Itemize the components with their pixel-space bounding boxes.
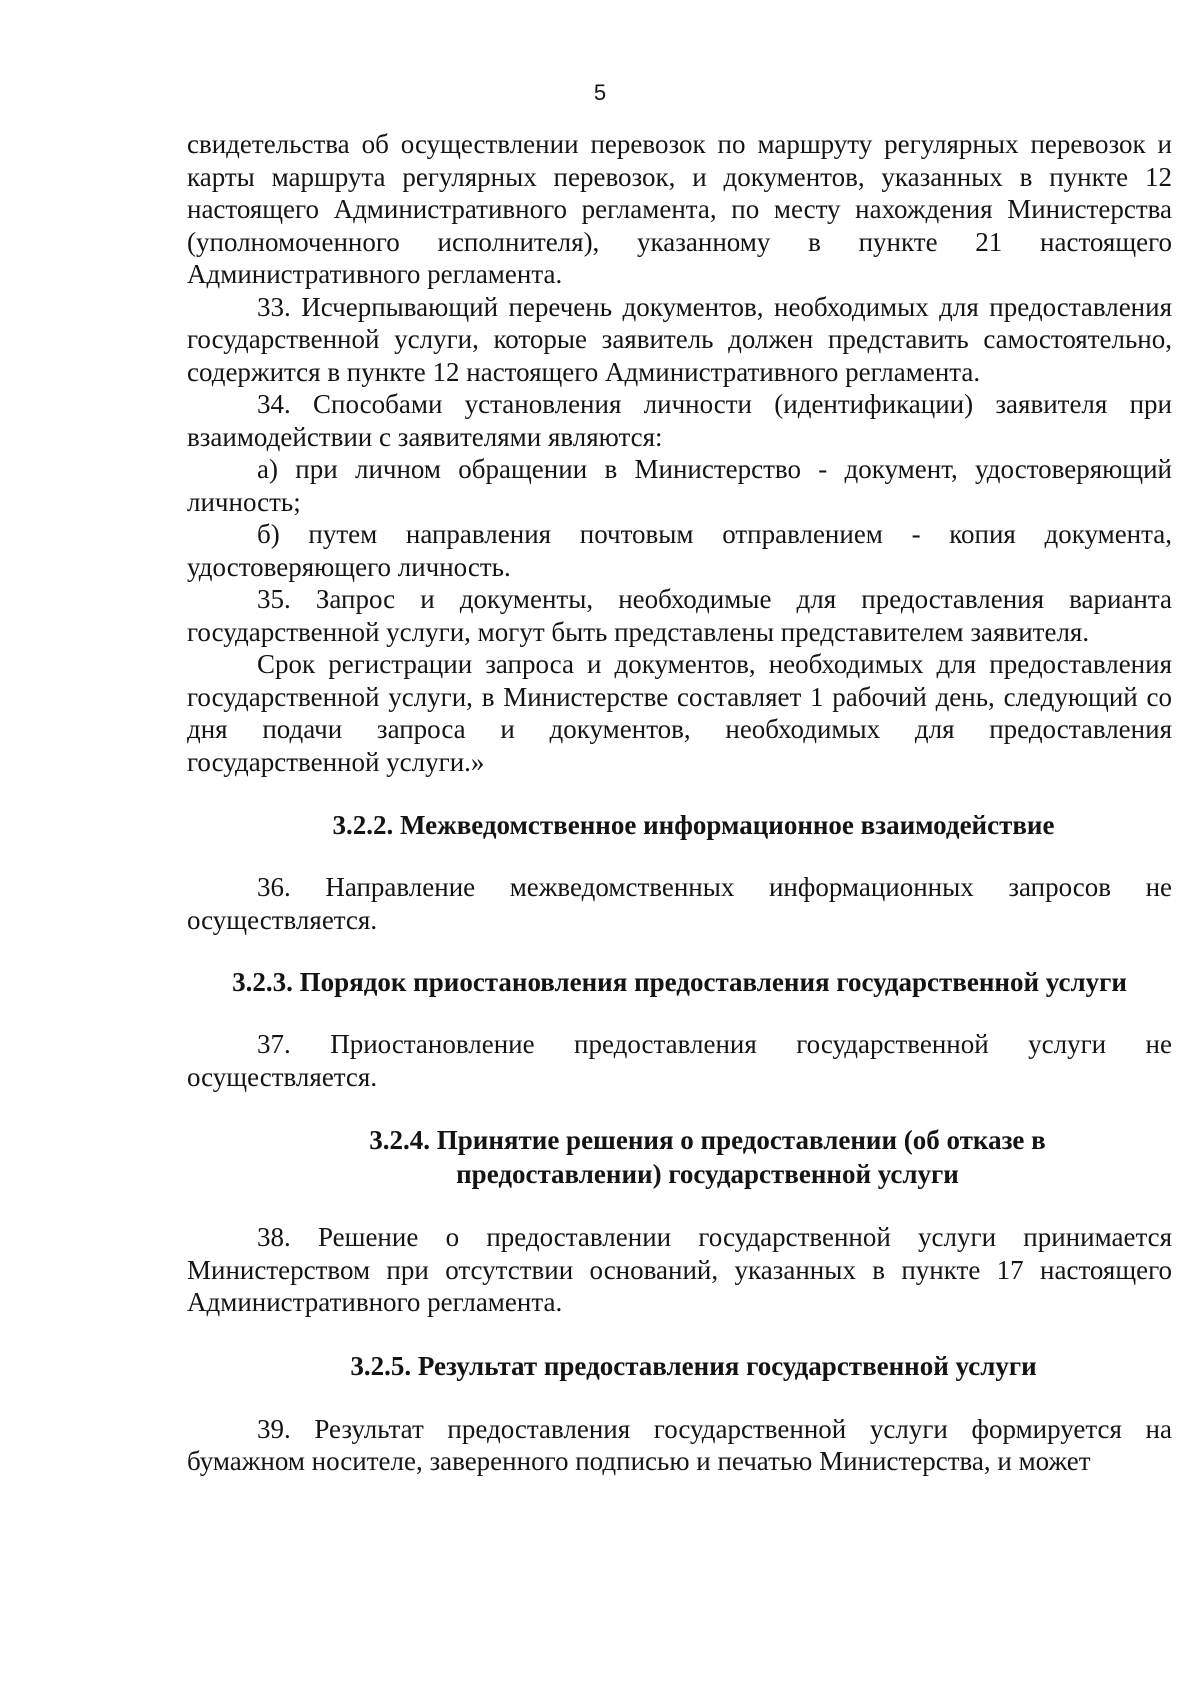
- heading-3-2-4: [187, 1123, 1172, 1191]
- paragraph-37: 37. Приостановление предоставления государственной услуги не осуществляется.: [187, 1029, 1172, 1092]
- paragraph-35-term: Срок регистрации запроса и документов, необходимых для предоставления государственной услуги, в Министерстве составляет 1 рабочий день, следующий со дня подачи запроса и документов, необходимых для предоставления государственной услуги.»: [187, 649, 1172, 777]
- heading-3-2-5: 3.2.5. Результат предоставления государственной услуги: [350, 1350, 1037, 1381]
- page-number: 5: [593, 80, 607, 105]
- paragraph-38: 38. Решение о предоставлении государственной услуги принимается Министерством при отсутствии оснований, указанных в пункте 17 настоящего Административного регламента.: [187, 1222, 1172, 1317]
- heading-3-2-4-line-2: предоставлении) государственной услуги: [456, 1159, 959, 1189]
- paragraph-36: 36. Направление межведомственных информационных запросов не осуществляется.: [187, 872, 1172, 935]
- document-body: [187, 128, 1172, 1478]
- paragraph-35: 35. Запрос и документы, необходимые для предоставления варианта государственной услуги, могут быть представлены представителем заявителя.: [187, 584, 1172, 647]
- heading-3-2-4-line-1: 3.2.4. Принятие решения о предоставлении (об отказе в: [369, 1125, 1046, 1155]
- paragraph-33: 33. Исчерпывающий перечень документов, необходимых для предоставления государственной услуги, которые заявитель должен представить самостоятельно, содержится в пункте 12 настоящего Административного регламента.: [187, 291, 1172, 387]
- paragraph-continuation: свидетельства об осуществлении перевозок по маршруту регулярных перевозок и карты маршрута регулярных перевозок, и документов, указанных в пункте 12 настоящего Административного регламента, по месту нахождения Министерства (уполномоченного исполнителя), указанному в пункте 21 настоящего Административного регламента.: [187, 129, 1172, 289]
- paragraph-34: 34. Способами установления личности (идентификации) заявителя при взаимодействии с заявителями являются:: [187, 389, 1172, 452]
- heading-3-2-3: 3.2.3. Порядок приостановления предоставления государственной услуги: [232, 967, 1127, 997]
- heading-3-2-2: 3.2.2. Межведомственное информационное взаимодействие: [332, 810, 1055, 840]
- paragraph-39: 39. Результат предоставления государственной услуги формируется на бумажном носителе, заверенного подписью и печатью Министерства, и может: [187, 1413, 1172, 1476]
- paragraph-34-b: б) путем направления почтовым отправлением - копия документа, удостоверяющего личность.: [187, 519, 1172, 582]
- paragraph-34-a: а) при личном обращении в Министерство - документ, удостоверяющий личность;: [187, 454, 1172, 517]
